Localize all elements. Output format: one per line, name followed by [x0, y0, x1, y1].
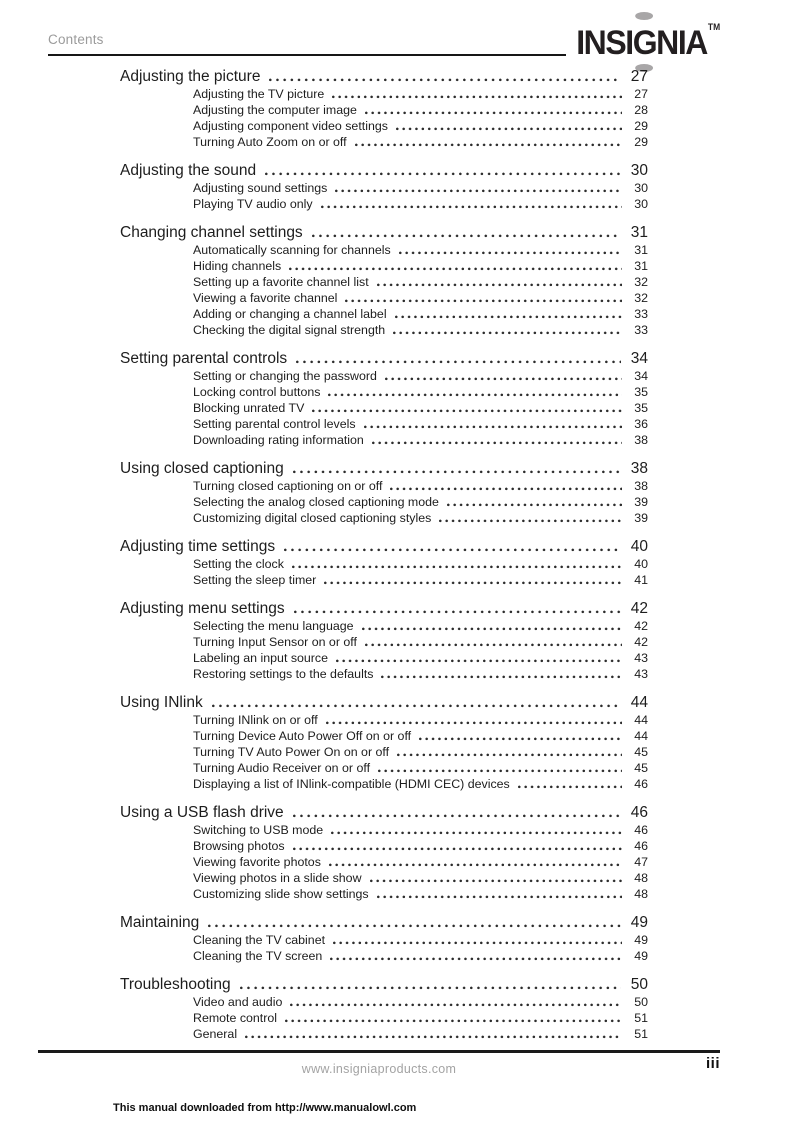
- toc-entry-label: Cleaning the TV screen: [193, 949, 323, 963]
- toc-entry-label: Restoring settings to the defaults: [193, 667, 374, 681]
- toc-entry: [0, 572, 648, 588]
- toc-entry-page: 50: [634, 995, 648, 1009]
- toc: [0, 67, 648, 1042]
- toc-section-page: 44: [630, 694, 648, 711]
- toc-entry-label: Adjusting sound settings: [193, 181, 328, 195]
- toc-entry: [0, 776, 648, 792]
- toc-section: [0, 599, 648, 682]
- logo-g-dot-top-icon: [635, 12, 653, 20]
- toc-entry-page: 38: [634, 479, 648, 493]
- dot-leader: [330, 957, 622, 961]
- toc-entry-label: Setting up a favorite channel list: [193, 275, 369, 289]
- dot-leader: [312, 409, 622, 413]
- dot-leader: [328, 393, 622, 397]
- toc-entry-label: Adjusting component video settings: [193, 119, 388, 133]
- page-number: iii: [705, 1055, 720, 1072]
- toc-section-title: Using closed captioning: [120, 460, 284, 477]
- toc-entry-label: Selecting the analog closed captioning mode: [193, 495, 439, 509]
- dot-leader: [518, 785, 622, 789]
- toc-entry: [0, 494, 648, 510]
- toc-entry-page: 32: [634, 291, 648, 305]
- toc-entry-page: 30: [634, 197, 648, 211]
- toc-section-title: Adjusting the picture: [120, 68, 261, 85]
- toc-entry-page: 39: [634, 495, 648, 509]
- dot-leader: [345, 299, 622, 303]
- toc-section: [0, 537, 648, 588]
- toc-section-page: 50: [630, 976, 648, 993]
- toc-section-title: Troubleshooting: [120, 976, 231, 993]
- toc-section: [0, 693, 648, 792]
- dot-leader: [362, 627, 622, 631]
- toc-entry: [0, 932, 648, 948]
- dot-leader: [390, 487, 622, 491]
- dot-leader: [419, 737, 622, 741]
- toc-entry-page: 39: [634, 511, 648, 525]
- toc-entry-label: Locking control buttons: [193, 385, 321, 399]
- toc-entry-label: Viewing a favorite channel: [193, 291, 338, 305]
- toc-entry: [0, 258, 648, 274]
- toc-section-heading: [0, 599, 648, 618]
- toc-entry-label: Turning Audio Receiver on or off: [193, 761, 371, 775]
- dot-leader: [370, 879, 622, 883]
- toc-entry-page: 47: [634, 855, 648, 869]
- toc-entry-page: 42: [634, 619, 648, 633]
- toc-section-page: 38: [630, 460, 648, 477]
- toc-entry-label: Viewing favorite photos: [193, 855, 321, 869]
- toc-section-title: Setting parental controls: [120, 350, 288, 367]
- toc-entry-page: 31: [634, 259, 648, 273]
- toc-entry: [0, 196, 648, 212]
- toc-entry-label: Selecting the menu language: [193, 619, 354, 633]
- dot-leader: [293, 847, 622, 851]
- toc-entry-page: 46: [634, 777, 648, 791]
- toc-entry: [0, 86, 648, 102]
- toc-entry-page: 33: [634, 323, 648, 337]
- toc-entry-label: Customizing slide show settings: [193, 887, 369, 901]
- dot-leader: [439, 519, 622, 523]
- toc-entry: [0, 416, 648, 432]
- toc-entry-label: Browsing photos: [193, 839, 285, 853]
- dot-leader: [290, 1003, 622, 1007]
- toc-entry-page: 41: [634, 573, 648, 587]
- toc-entry-label: Video and audio: [193, 995, 283, 1009]
- toc-entry: [0, 322, 648, 338]
- toc-entry-page: 46: [634, 839, 648, 853]
- insignia-logo: [576, 22, 720, 63]
- toc-section-page: 49: [630, 914, 648, 931]
- toc-entry: [0, 760, 648, 776]
- toc-entry-page: 48: [634, 871, 648, 885]
- toc-entry: [0, 368, 648, 384]
- toc-entry-page: 28: [634, 103, 648, 117]
- dot-leader: [399, 251, 622, 255]
- dot-leader: [377, 895, 622, 899]
- toc-entry-page: 42: [634, 635, 648, 649]
- toc-entry-label: Setting the sleep timer: [193, 573, 317, 587]
- toc-section: [0, 67, 648, 150]
- toc-entry-label: Displaying a list of INlink-compatible (HDMI CEC) devices: [193, 777, 510, 791]
- toc-section: [0, 803, 648, 902]
- toc-entry-label: Checking the digital signal strength: [193, 323, 386, 337]
- toc-entry-label: Automatically scanning for channels: [193, 243, 391, 257]
- toc-entry-label: Adjusting the TV picture: [193, 87, 325, 101]
- toc-entry: [0, 666, 648, 682]
- toc-entry-label: Adjusting the computer image: [193, 103, 357, 117]
- dot-leader: [292, 565, 622, 569]
- toc-section: [0, 161, 648, 212]
- toc-entry-page: 51: [634, 1027, 648, 1041]
- toc-section-page: 31: [630, 224, 648, 241]
- toc-entry: [0, 854, 648, 870]
- toc-entry-label: Turning Input Sensor on or off: [193, 635, 357, 649]
- toc-entry: [0, 400, 648, 416]
- toc-entry: [0, 242, 648, 258]
- footer-website-url: www.insigniaproducts.com: [301, 1062, 457, 1076]
- toc-entry-page: 46: [634, 823, 648, 837]
- header-divider: [48, 54, 566, 56]
- toc-entry-page: 27: [634, 87, 648, 101]
- toc-entry: [0, 634, 648, 650]
- logo-letter-g: [633, 24, 656, 63]
- toc-section-heading: [0, 459, 648, 478]
- toc-entry: [0, 728, 648, 744]
- dot-leader: [332, 95, 622, 99]
- toc-section-page: 46: [630, 804, 648, 821]
- dot-leader: [293, 814, 621, 818]
- toc-entry: [0, 870, 648, 886]
- toc-entry-page: 45: [634, 745, 648, 759]
- dot-leader: [397, 753, 622, 757]
- toc-entry-page: 29: [634, 119, 648, 133]
- toc-entry: [0, 306, 648, 322]
- dot-leader: [336, 659, 622, 663]
- dot-leader: [395, 315, 622, 319]
- toc-entry: [0, 650, 648, 666]
- dot-leader: [331, 831, 622, 835]
- toc-entry: [0, 384, 648, 400]
- toc-entry-label: Turning Device Auto Power Off on or off: [193, 729, 412, 743]
- toc-section: [0, 913, 648, 964]
- toc-entry: [0, 948, 648, 964]
- toc-entry: [0, 274, 648, 290]
- toc-entry: [0, 556, 648, 572]
- toc-section-title: Using a USB flash drive: [120, 804, 284, 821]
- toc-entry-page: 30: [634, 181, 648, 195]
- toc-entry-label: Turning INlink on or off: [193, 713, 318, 727]
- dot-leader: [381, 675, 622, 679]
- dot-leader: [329, 863, 622, 867]
- toc-entry: [0, 1010, 648, 1026]
- toc-section-heading: [0, 537, 648, 556]
- dot-leader: [289, 267, 622, 271]
- toc-entry-label: Playing TV audio only: [193, 197, 313, 211]
- toc-entry-label: Turning TV Auto Power On on or off: [193, 745, 390, 759]
- toc-entry-page: 45: [634, 761, 648, 775]
- toc-entry: [0, 290, 648, 306]
- toc-section-title: Adjusting menu settings: [120, 600, 285, 617]
- toc-entry: [0, 838, 648, 854]
- toc-section-page: 30: [630, 162, 648, 179]
- logo-text-part: NIA: [656, 24, 707, 62]
- dot-leader: [294, 610, 621, 614]
- toc-section-page: 42: [630, 600, 648, 617]
- dot-leader: [296, 360, 621, 364]
- dot-leader: [212, 704, 621, 708]
- toc-section-page: 40: [630, 538, 648, 555]
- dot-leader: [385, 377, 622, 381]
- toc-section-title: Using INlink: [120, 694, 203, 711]
- dot-leader: [364, 425, 622, 429]
- toc-section-heading: [0, 161, 648, 180]
- toc-entry-page: 44: [634, 729, 648, 743]
- toc-entry-label: Setting or changing the password: [193, 369, 377, 383]
- toc-entry-page: 33: [634, 307, 648, 321]
- toc-entry: [0, 432, 648, 448]
- toc-entry-label: Labeling an input source: [193, 651, 329, 665]
- dot-leader: [208, 924, 621, 928]
- toc-section-heading: [0, 349, 648, 368]
- dot-leader: [265, 172, 621, 176]
- dot-leader: [312, 234, 621, 238]
- toc-entry-page: 32: [634, 275, 648, 289]
- dot-leader: [365, 111, 622, 115]
- dot-leader: [377, 283, 622, 287]
- toc-section-heading: [0, 67, 648, 86]
- toc-entry-page: 40: [634, 557, 648, 571]
- toc-entry-page: 44: [634, 713, 648, 727]
- toc-entry-label: Downloading rating information: [193, 433, 364, 447]
- toc-section: [0, 223, 648, 338]
- dot-leader: [285, 1019, 622, 1023]
- toc-entry-page: 29: [634, 135, 648, 149]
- toc-section: [0, 975, 648, 1042]
- toc-entry-page: 35: [634, 401, 648, 415]
- toc-entry-label: Adding or changing a channel label: [193, 307, 387, 321]
- toc-entry-page: 49: [634, 949, 648, 963]
- dot-leader: [372, 441, 622, 445]
- dot-leader: [326, 721, 622, 725]
- dot-leader: [355, 143, 622, 147]
- toc-entry: [0, 478, 648, 494]
- toc-section-title: Changing channel settings: [120, 224, 303, 241]
- toc-entry-label: Setting parental control levels: [193, 417, 356, 431]
- dot-leader: [393, 331, 622, 335]
- toc-section-heading: [0, 975, 648, 994]
- toc-entry-label: Cleaning the TV cabinet: [193, 933, 326, 947]
- toc-section-title: Adjusting the sound: [120, 162, 257, 179]
- toc-entry-page: 49: [634, 933, 648, 947]
- dot-leader: [335, 189, 622, 193]
- toc-section: [0, 349, 648, 448]
- dot-leader: [245, 1035, 622, 1039]
- toc-section-title: Maintaining: [120, 914, 200, 931]
- toc-entry: [0, 618, 648, 634]
- toc-entry-label: Turning closed captioning on or off: [193, 479, 383, 493]
- toc-entry-page: 35: [634, 385, 648, 399]
- toc-entry-page: 36: [634, 417, 648, 431]
- dot-leader: [333, 941, 622, 945]
- page-title: Contents: [48, 32, 104, 47]
- toc-entry: [0, 180, 648, 196]
- toc-section: [0, 459, 648, 526]
- toc-entry-label: Blocking unrated TV: [193, 401, 305, 415]
- dot-leader: [269, 78, 621, 82]
- toc-entry-label: Setting the clock: [193, 557, 284, 571]
- dot-leader: [284, 548, 621, 552]
- toc-section-heading: [0, 913, 648, 932]
- toc-entry: [0, 886, 648, 902]
- download-watermark: This manual downloaded from http://www.manualowl.com: [113, 1102, 417, 1114]
- toc-section-title: Adjusting time settings: [120, 538, 276, 555]
- dot-leader: [324, 581, 622, 585]
- toc-entry-page: 43: [634, 667, 648, 681]
- dot-leader: [240, 986, 621, 990]
- toc-section-heading: [0, 223, 648, 242]
- toc-entry-label: Viewing photos in a slide show: [193, 871, 362, 885]
- dot-leader: [447, 503, 622, 507]
- toc-entry-page: 38: [634, 433, 648, 447]
- toc-entry: [0, 822, 648, 838]
- toc-section-heading: [0, 803, 648, 822]
- toc-entry-page: 34: [634, 369, 648, 383]
- toc-entry-page: 48: [634, 887, 648, 901]
- footer-divider: [38, 1050, 720, 1053]
- toc-entry-page: 43: [634, 651, 648, 665]
- toc-entry-page: 31: [634, 243, 648, 257]
- toc-entry-label: Customizing digital closed captioning styles: [193, 511, 432, 525]
- toc-entry-label: Hiding channels: [193, 259, 282, 273]
- toc-entry: [0, 102, 648, 118]
- toc-section-heading: [0, 693, 648, 712]
- dot-leader: [321, 205, 622, 209]
- dot-leader: [396, 127, 622, 131]
- dot-leader: [378, 769, 622, 773]
- dot-leader: [293, 470, 621, 474]
- logo-text-part: INSI: [576, 24, 633, 62]
- trademark-symbol: TM: [707, 22, 720, 32]
- toc-section-page: 34: [630, 350, 648, 367]
- toc-entry: [0, 1026, 648, 1042]
- toc-entry: [0, 134, 648, 150]
- toc-entry: [0, 510, 648, 526]
- toc-entry-label: Turning Auto Zoom on or off: [193, 135, 347, 149]
- toc-entry-page: 51: [634, 1011, 648, 1025]
- toc-entry-label: Remote control: [193, 1011, 278, 1025]
- toc-entry: [0, 712, 648, 728]
- toc-entry-label: Switching to USB mode: [193, 823, 324, 837]
- dot-leader: [365, 643, 622, 647]
- toc-entry-label: General: [193, 1027, 238, 1041]
- toc-entry: [0, 744, 648, 760]
- toc-section-page: 27: [630, 68, 648, 85]
- toc-entry: [0, 118, 648, 134]
- toc-entry: [0, 994, 648, 1010]
- logo-text-part: G: [632, 24, 657, 62]
